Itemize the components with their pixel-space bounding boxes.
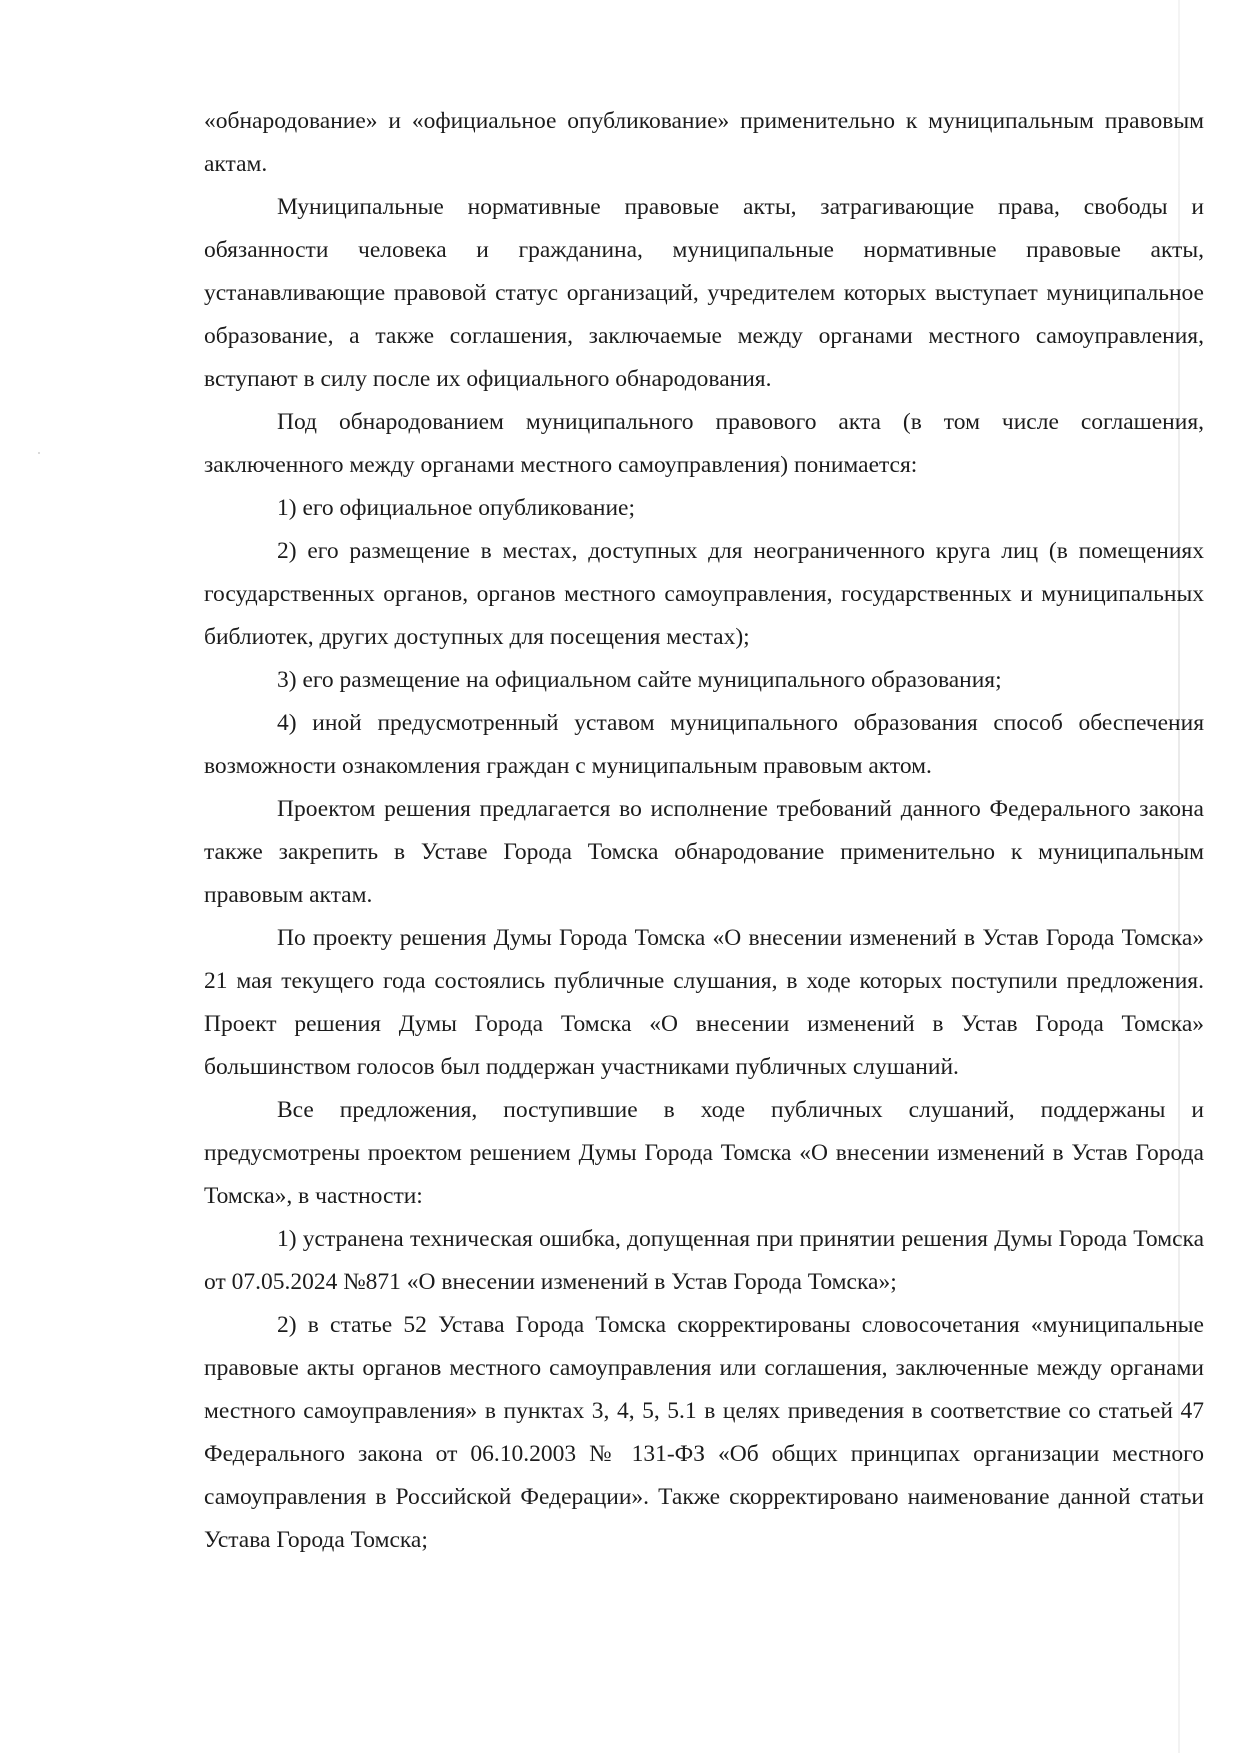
paragraph-2: Муниципальные нормативные правовые акты, затрагивающие права, свободы и обязанности человека и гражданина, муниципальные нормативные правовые акты, устанавливающие правовой статус организаций, учредителем которых выступает муниципальное образование, а также соглашения, заключаемые между органами местного самоуправления, вступают в силу после их официального обнародования. (204, 194, 1204, 392)
list-item-1: 1) его официальное опубликование; (277, 495, 636, 521)
list-item-6: 2) в статье 52 Устава Города Томска скорректированы словосочетания «муниципальные правовые акты органов местного самоуправления или соглашения, заключенные между органами местного самоуправления» в пунктах 3, 4, 5, 5.1 в целях приведения в соответствие со статьей 47 Федерального закона от 06.10.2003 № 131-ФЗ «Об общих принципах организации местного самоуправления в Российской Федерации». Также скорректировано наименование данной статьи Устава Города Томска; (204, 1312, 1204, 1553)
list-item-4: 4) иной предусмотренный уставом муниципального образования способ обеспечения возможности ознакомления граждан с муниципальным правовым актом. (204, 710, 1204, 779)
paragraph-3: Под обнародованием муниципального правового акта (в том числе соглашения, заключенного между органами местного самоуправления) понимается: (204, 409, 1204, 478)
list-item-2: 2) его размещение в местах, доступных для неограниченного круга лиц (в помещениях государственных органов, органов местного самоуправления, государственных и муниципальных библиотек, других доступных для посещения местах); (204, 538, 1204, 650)
paragraph-5: По проекту решения Думы Города Томска «О внесении изменений в Устав Города Томска» 21 мая текущего года состоялись публичные слушания, в ходе которых поступили предложения. Проект решения Думы Города Томска «О внесении изменений в Устав Города Томска» большинством голосов был поддержан участниками публичных слушаний. (204, 925, 1204, 1080)
list-item-5: 1) устранена техническая ошибка, допущенная при принятии решения Думы Города Томска от 07.05.2024 №871 «О внесении изменений в Устав Города Томска»; (204, 1226, 1204, 1295)
paragraph-4: Проектом решения предлагается во исполнение требований данного Федерального закона также закрепить в Уставе Города Томска обнародование применительно к муниципальным правовым актам. (204, 796, 1204, 908)
list-item-3: 3) его размещение на официальном сайте муниципального образования; (277, 667, 1002, 693)
scan-speck (38, 452, 40, 454)
document-body (204, 100, 1204, 1562)
paragraph-1: «обнародование» и «официальное опубликование» применительно к муниципальным правовым актам. (204, 108, 1204, 177)
paragraph-6: Все предложения, поступившие в ходе публичных слушаний, поддержаны и предусмотрены проектом решением Думы Города Томска «О внесении изменений в Устав Города Томска», в частности: (204, 1097, 1204, 1209)
